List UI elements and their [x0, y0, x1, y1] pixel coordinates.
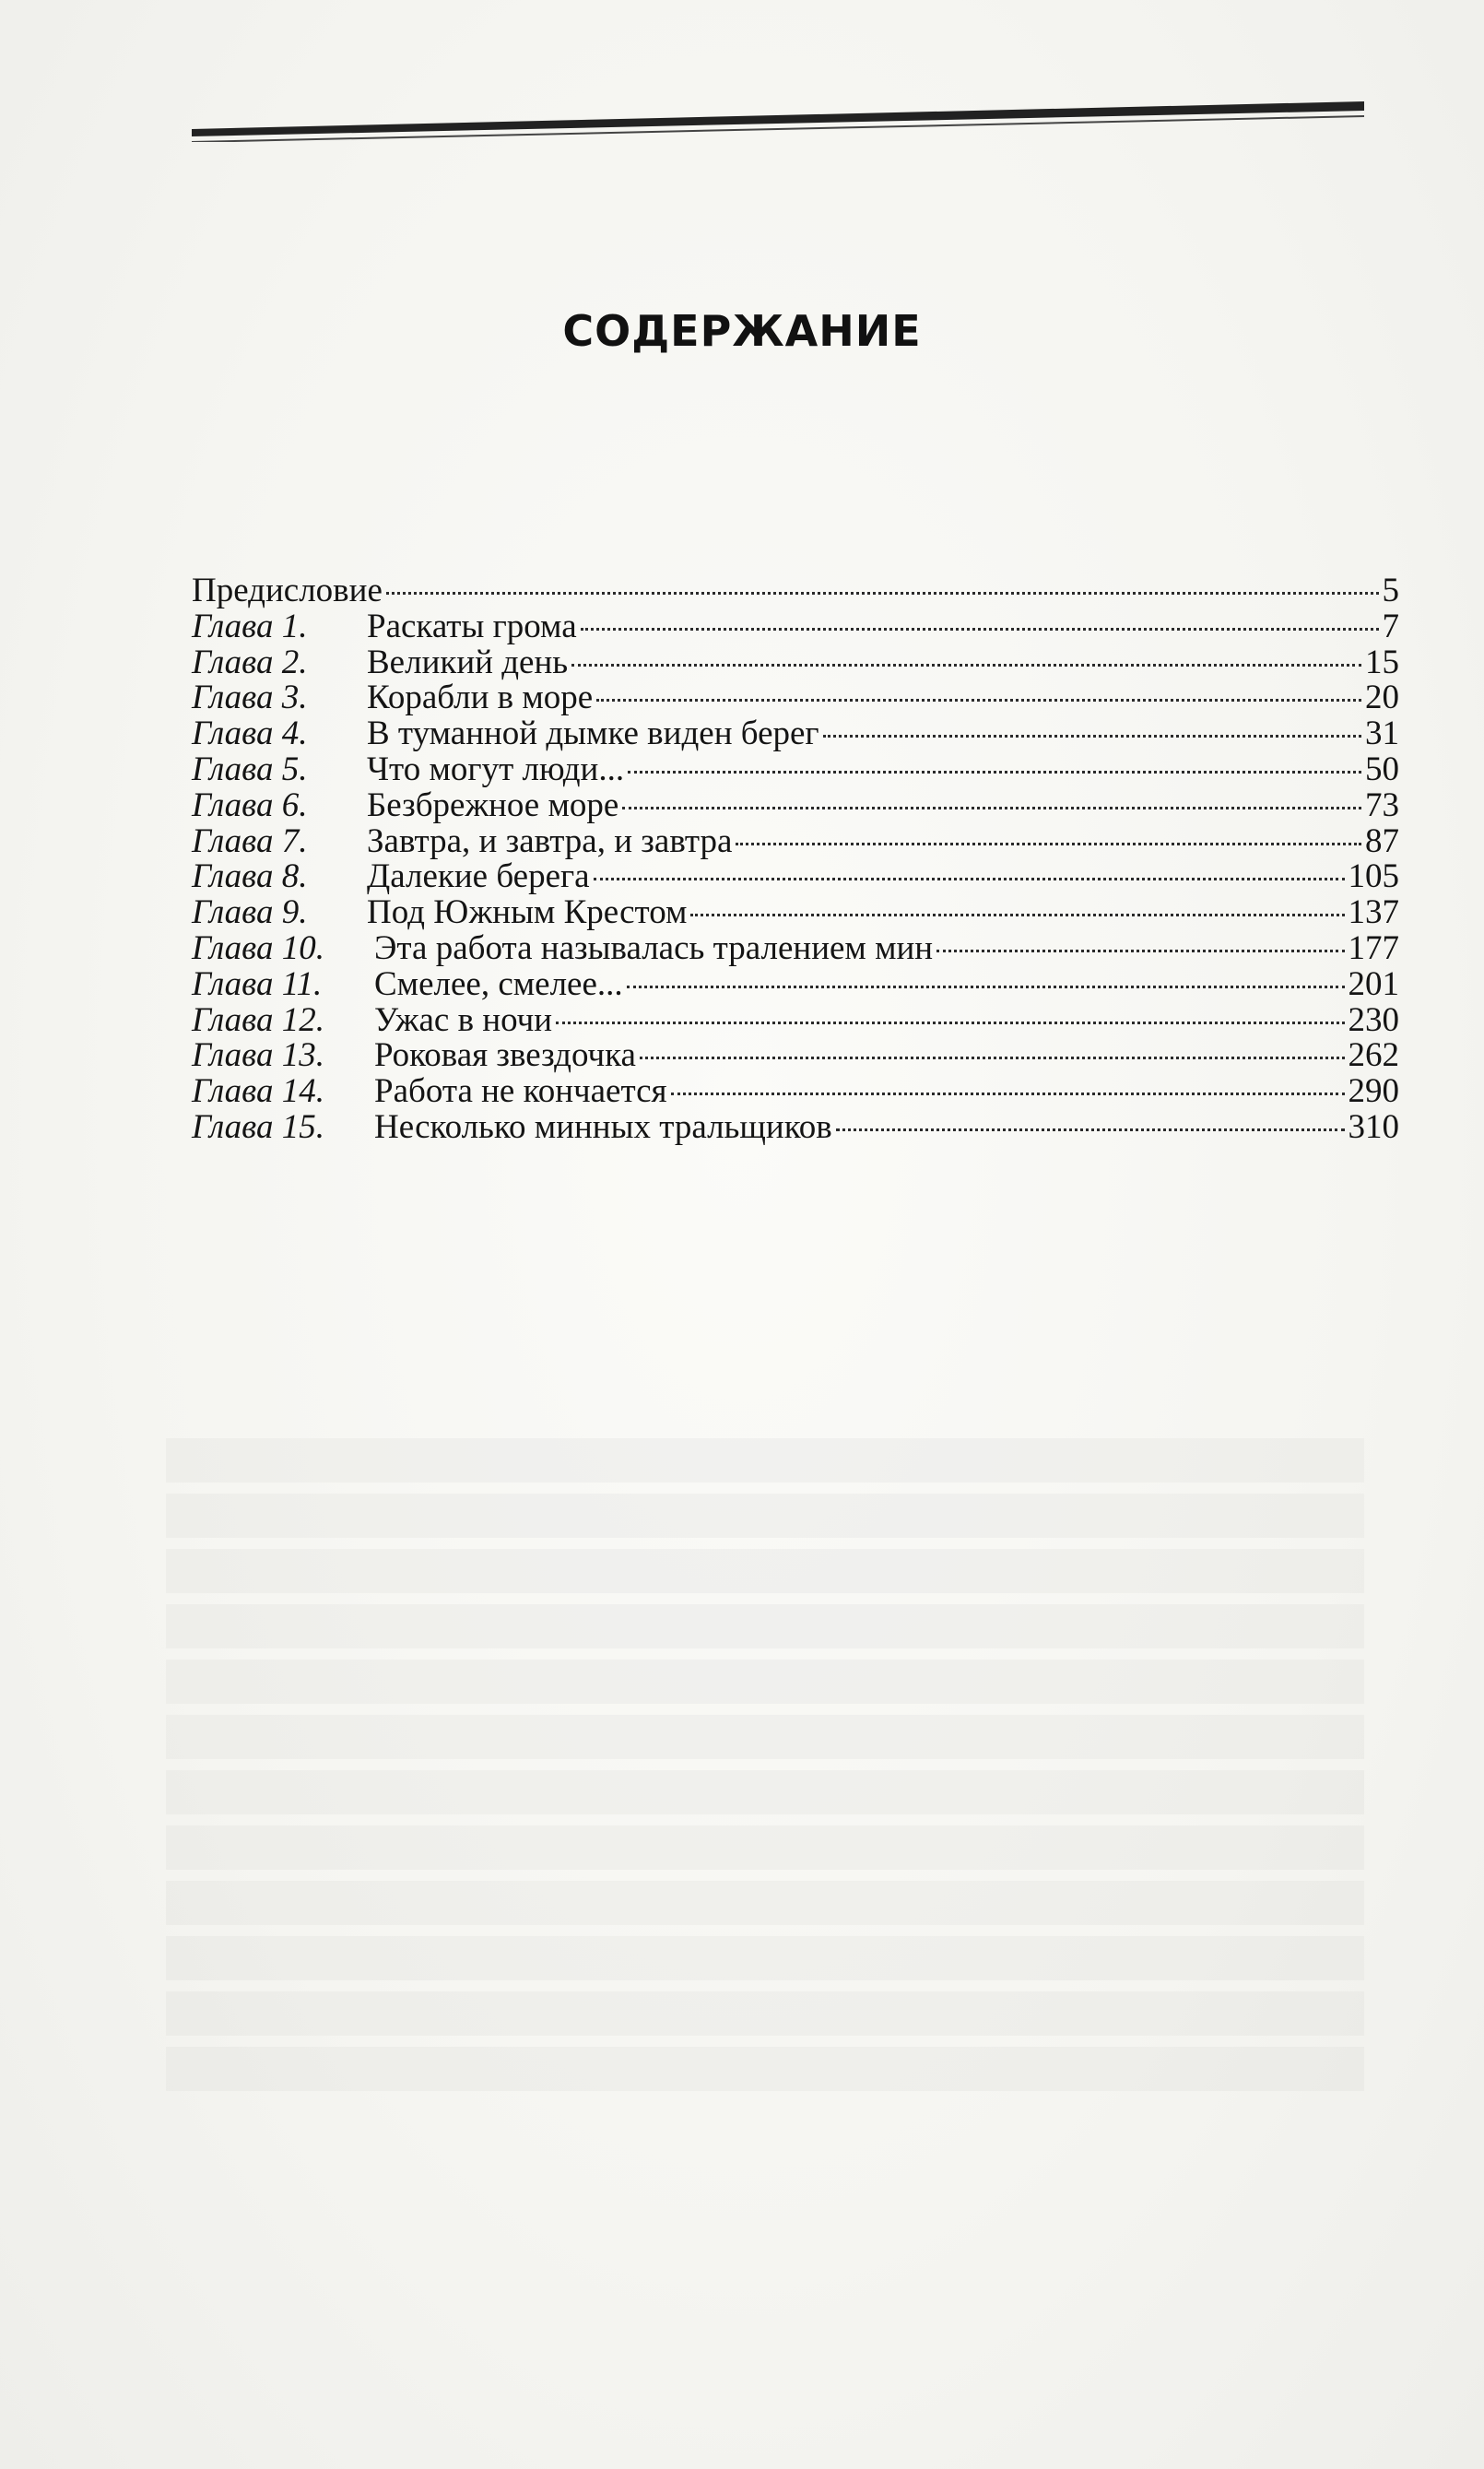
table-of-contents — [192, 573, 1399, 1146]
entry-title: Раскаты грома — [367, 607, 577, 645]
page-number: 87 — [1365, 821, 1399, 860]
entry-title: В туманной дымке виден берег — [367, 715, 819, 753]
page-number: 290 — [1348, 1072, 1399, 1111]
toc-entry-chapter-15[interactable] — [192, 1107, 1399, 1146]
entry-title: Несколько минных тральщиков — [374, 1107, 832, 1146]
entry-title: Великий день — [367, 643, 569, 681]
page-number: 20 — [1365, 679, 1399, 717]
toc-entry-chapter-12[interactable] — [192, 1000, 1399, 1039]
chapter-label: Глава 3. — [192, 679, 308, 717]
entry-title: Безбрежное море — [367, 786, 619, 824]
toc-entry-chapter-2[interactable] — [192, 645, 1399, 681]
toc-entry-chapter-9[interactable] — [192, 895, 1399, 931]
chapter-label: Глава 14. — [192, 1072, 324, 1111]
entry-title: Работа не кончается — [374, 1072, 667, 1111]
toc-entry-chapter-14[interactable] — [192, 1074, 1399, 1110]
page-number: 201 — [1348, 964, 1399, 1003]
chapter-label: Глава 2. — [192, 643, 308, 681]
chapter-label: Глава 8. — [192, 857, 308, 896]
contents-heading: СОДЕРЖАНИЕ — [562, 306, 922, 356]
dot-leader — [936, 949, 1344, 952]
entry-title: Завтра, и завтра, и завтра — [367, 821, 733, 860]
dot-leader — [736, 842, 1361, 845]
dot-leader — [386, 591, 1379, 595]
toc-entry-chapter-1[interactable] — [192, 609, 1399, 645]
dot-leader — [596, 698, 1361, 702]
toc-entry-chapter-10[interactable] — [192, 928, 1399, 967]
toc-entry-chapter-11[interactable] — [192, 964, 1399, 1003]
dot-leader — [690, 913, 1344, 916]
entry-title: Ужас в ночи — [374, 1000, 553, 1039]
entry-title: Под Южным Крестом — [367, 893, 688, 932]
dot-leader — [640, 1056, 1345, 1059]
show-through-texture — [166, 1438, 1364, 2139]
entry-title: Эта работа называлась тралением мин — [374, 928, 934, 967]
chapter-label: Глава 6. — [192, 786, 308, 824]
toc-entry-chapter-4[interactable] — [192, 716, 1399, 752]
page-number: 31 — [1365, 715, 1399, 753]
dot-leader — [836, 1128, 1345, 1131]
entry-title: Смелее, смелее... — [374, 964, 623, 1003]
dot-leader — [671, 1092, 1345, 1095]
chapter-label: Глава 1. — [192, 607, 308, 645]
toc-entry-preface[interactable] — [192, 573, 1399, 609]
dot-leader — [622, 806, 1361, 809]
page-number: 5 — [1382, 572, 1399, 609]
chapter-label: Глава 13. — [192, 1036, 324, 1075]
chapter-label: Глава 9. — [192, 893, 308, 932]
toc-entry-chapter-3[interactable] — [192, 680, 1399, 716]
dot-leader — [556, 1021, 1344, 1024]
chapter-label: Глава 10. — [192, 928, 324, 967]
page-number: 15 — [1365, 643, 1399, 681]
page-number: 262 — [1348, 1036, 1399, 1075]
entry-title: Роковая звездочка — [374, 1036, 636, 1075]
dot-leader — [581, 627, 1379, 631]
page-number: 73 — [1365, 786, 1399, 824]
page-number: 137 — [1348, 893, 1399, 932]
entry-title: Корабли в море — [367, 679, 594, 717]
dot-leader — [823, 734, 1361, 738]
chapter-label: Глава 12. — [192, 1000, 324, 1039]
chapter-label: Глава 5. — [192, 750, 308, 788]
page-number: 105 — [1348, 857, 1399, 896]
entry-title: Предисловие — [192, 572, 383, 609]
page-number: 50 — [1365, 750, 1399, 788]
chapter-label: Глава 7. — [192, 821, 308, 860]
dot-leader — [571, 663, 1361, 667]
toc-entry-chapter-13[interactable] — [192, 1038, 1399, 1074]
toc-entry-chapter-6[interactable] — [192, 788, 1399, 824]
dot-leader — [594, 877, 1345, 880]
page-number: 310 — [1348, 1107, 1399, 1146]
toc-entry-chapter-7[interactable] — [192, 821, 1399, 860]
chapter-label: Глава 15. — [192, 1107, 324, 1146]
page-number: 230 — [1348, 1000, 1399, 1039]
page-number: 7 — [1382, 607, 1399, 645]
dot-leader — [627, 985, 1345, 988]
dot-leader — [628, 770, 1361, 774]
chapter-label: Глава 4. — [192, 715, 308, 753]
header-rule — [192, 85, 1364, 142]
toc-entry-chapter-8[interactable] — [192, 859, 1399, 895]
page-number: 177 — [1348, 928, 1399, 967]
entry-title: Далекие берега — [367, 857, 590, 896]
toc-entry-chapter-5[interactable] — [192, 752, 1399, 788]
chapter-label: Глава 11. — [192, 964, 323, 1003]
entry-title: Что могут люди... — [367, 750, 625, 788]
